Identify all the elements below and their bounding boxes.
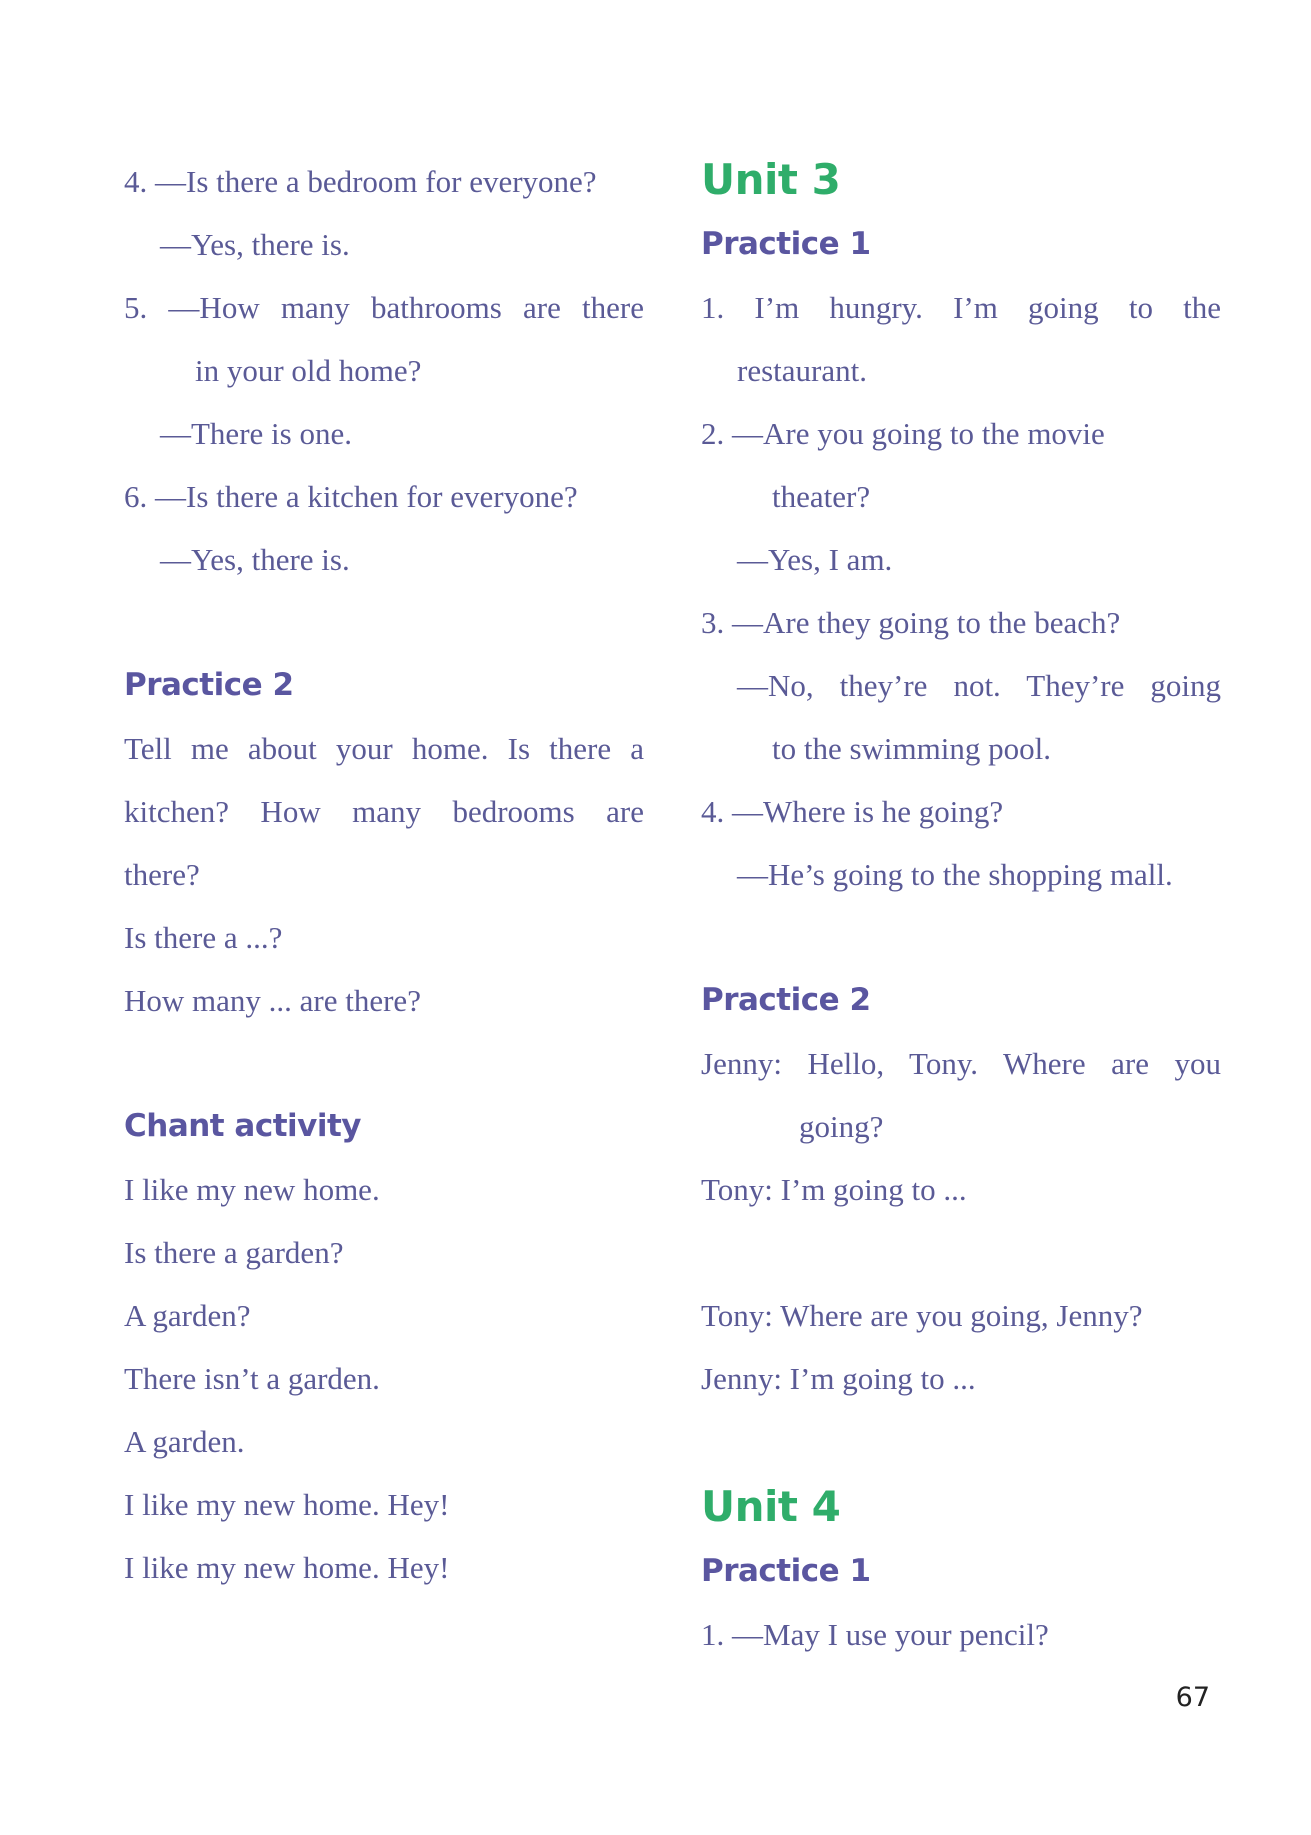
practice-2-line: Is there a ...? [124,920,283,955]
unit-3-practice-1-line: —He’s going to the shopping mall. [737,857,1173,892]
spacer [701,1221,1221,1284]
chant-line: Is there a garden? [124,1235,344,1270]
dialogue-line: Jenny: I’m going to ... [701,1361,976,1396]
right-column [701,150,1221,1666]
chant-line: A garden. [124,1424,245,1459]
dialogue-line: Tony: Where are you going, Jenny? [701,1298,1143,1333]
unit-3-practice-1-line: —Yes, I am. [737,542,893,577]
unit-3-practice-1-line: 2. —Are you going to the movie [701,416,1105,451]
unit-3-practice-1-line: 3. —Are they going to the beach? [701,605,1121,640]
spacer [701,1410,1221,1473]
chant-line: A garden? [124,1298,251,1333]
dialogue-line: Jenny: Hello, Tony. Where are you [701,1046,1221,1081]
dialogue-line: Tony: I’m going to ... [701,1172,967,1207]
unit-3-practice-1-line: 1. I’m hungry. I’m going to the [701,290,1221,325]
unit-3-practice-1-line: 4. —Where is he going? [701,794,1004,829]
page-number: 67 [1175,1682,1210,1713]
practice-2-heading: Practice 2 [124,667,294,703]
spacer [124,1032,644,1095]
unit-3-practice-1-line: restaurant. [737,353,867,388]
practice-2-line: How many ... are there? [124,983,421,1018]
chant-line: I like my new home. Hey! [124,1550,450,1585]
exercise-5-question-cont: in your old home? [195,353,422,388]
unit-3-practice-2-heading: Practice 2 [701,982,871,1018]
unit-3-practice-1-line: theater? [772,479,871,514]
practice-2-line: kitchen? How many bedrooms are [124,794,644,829]
exercise-6-question: 6. —Is there a kitchen for everyone? [124,479,578,514]
dialogue-line: going? [799,1109,884,1144]
unit-3-practice-1-line: —No, they’re not. They’re going [737,668,1221,703]
unit-4-practice-1-heading: Practice 1 [701,1553,871,1589]
chant-line: I like my new home. Hey! [124,1487,450,1522]
practice-2-line: Tell me about your home. Is there a [124,731,644,766]
unit-3-practice-1-line: to the swimming pool. [772,731,1051,766]
practice-2-line: there? [124,857,200,892]
chant-line: I like my new home. [124,1172,380,1207]
exercise-4-question: 4. —Is there a bedroom for everyone? [124,164,597,199]
spacer [124,591,644,654]
unit-3-practice-1-heading: Practice 1 [701,226,871,262]
unit-4-title: Unit 4 [701,1482,841,1531]
left-column [124,150,644,1599]
exercise-5-answer: —There is one. [160,416,352,451]
exercise-4-answer: —Yes, there is. [160,227,350,262]
chant-line: There isn’t a garden. [124,1361,380,1396]
exercise-6-answer: —Yes, there is. [160,542,350,577]
spacer [701,906,1221,969]
unit-4-practice-1-line: 1. —May I use your pencil? [701,1617,1049,1652]
exercise-5-question: 5. —How many bathrooms are there [124,290,644,325]
unit-3-title: Unit 3 [701,155,841,204]
chant-activity-heading: Chant activity [124,1108,362,1144]
